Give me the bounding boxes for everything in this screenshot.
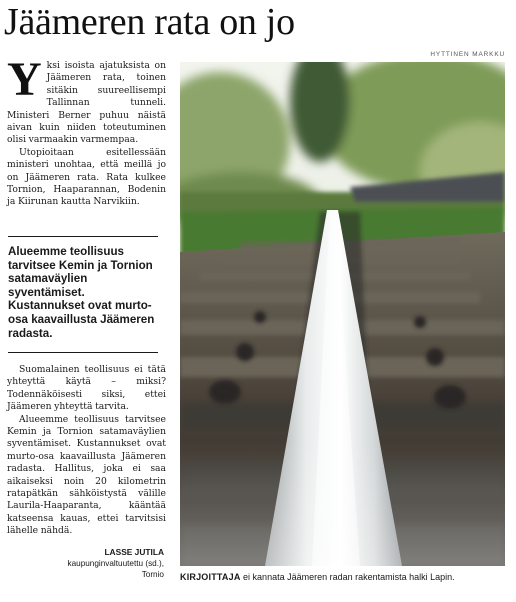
drop-cap: Y <box>7 53 42 106</box>
railway-photo <box>180 62 505 566</box>
caption-text: ei kannata Jäämeren radan rakentamista halki Lapin. <box>240 572 455 582</box>
headline: Jäämeren rata on jo <box>4 1 295 43</box>
body-paragraph: Suomalainen teollisuus ei tätä yhteyttä käytä – miksi? Todennäköisesti siksi, ettei Jäämeren yhteyttä tarvita. <box>7 364 166 413</box>
author-title: kaupunginvaltuutettu (sd.), <box>67 559 164 568</box>
intro-paragraph <box>7 53 166 147</box>
intro-paragraph: Utopioitaan esitellessään ministeri unohtaa, että meillä jo on Jäämeren rata. Rata kulkee Tornion, Haaparannan, Bodenin ja Kiirunan kautta Narvikiin. <box>7 146 166 208</box>
intro-paragraph-text: ksi isoista ajatuksista on Jäämeren rata, toinen sitäkin suureellisempi Tallinnan tunneli. Ministeri Berner puhuu näistä aivan kuin niiden toteutuminen olisi varmaakin varmempaa. <box>7 60 166 146</box>
intro-column <box>7 53 166 209</box>
author-signature <box>68 547 165 580</box>
photo-caption <box>180 571 510 583</box>
pull-quote: Alueemme teollisuus tarvitsee Kemin ja Tornion satamaväylien syventämiset. Kustannukset ovat murto-osa kaavaillusta Jäämeren radasta. <box>8 236 158 353</box>
body-paragraph: Alueemme teollisuus tarvitsee Kemin ja Tornion satamaväylien syventämiset. Kustannukset ovat murto-osa kaavaillusta Jäämeren radasta. Hallitus, joka ei saa aikaiseksi noin 20 kilometrin ratapätkän sähköistystä välille Laurila-Haaparanta, kääntää katseensa kauas, ettei tarvitsisi lähelle nähdä. <box>7 413 166 537</box>
railway-rail-image <box>180 62 505 566</box>
caption-lead: KIRJOITTAJA <box>180 572 241 582</box>
photo-credit: HYTTINEN MARKKU <box>430 51 505 58</box>
author-name: LASSE JUTILA <box>104 547 164 557</box>
body-column <box>7 364 166 538</box>
author-place: Tornio <box>141 570 164 579</box>
